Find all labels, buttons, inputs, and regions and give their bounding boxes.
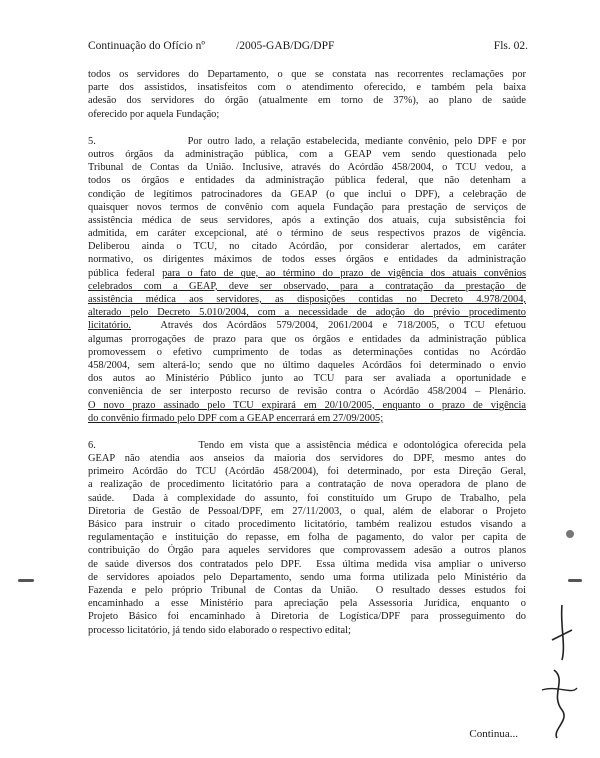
plain-text: outros órgãos da administração pública, com a GEAP vem sendo questionada pelo (88, 148, 526, 160)
plain-text: parte dos assistidos, insatisfeitos com o atendimento oferecido, e também pela baixa (88, 82, 526, 94)
letter-reference-number: /2005-GAB/DG/DPF (236, 40, 335, 52)
plain-text: Através dos Acórdãos 579/2004, 2061/2004 e 718/2005, o TCU efetuou (131, 320, 526, 332)
plain-text: processo licitatório, já tendo sido elaborado o respectivo edital; (88, 624, 351, 636)
text-line (88, 135, 526, 148)
plain-text: regulamentação e instituição do repasse, em folha de pagamento, do valor per capita de (88, 532, 526, 544)
handwritten-initials (532, 600, 582, 740)
text-line (88, 240, 526, 253)
plain-text: condição de legítimos patrocinadores da GEAP (o que inclui o DPF), a celebração de (88, 188, 526, 200)
plain-text: adesão dos servidores do órgão (atualmente em torno de 37%), ao plano de saúde (88, 95, 526, 107)
plain-text: saúde. Dada à complexidade do assunto, foi constituído um Grupo de Trabalho, pela (88, 492, 526, 504)
plain-text: pública federal (88, 267, 163, 279)
text-line (88, 518, 526, 531)
plain-text: oferecido por aquela Fundação; (88, 108, 220, 120)
text-line (88, 478, 526, 491)
text-line (88, 201, 526, 214)
text-line (88, 214, 526, 227)
plain-text: de saúde diversos dos contratados pelo DPF. Essa última medida visa ampliar o universo (88, 558, 526, 570)
plain-text: Deliberou ainda o TCU, no citado Acórdão, por considerar alertados, em caráter (88, 241, 526, 253)
text-line (88, 333, 526, 346)
text-line (88, 188, 526, 201)
text-line (88, 452, 526, 465)
plain-text: Diretoria de Gestão de Pessoal/DPF, em 27/11/2003, o qual, além de elaborar o Projeto (88, 505, 526, 517)
plain-text: 5. Por outro lado, a relação estabelecida, mediante convênio, pelo DPF e por (88, 135, 526, 147)
plain-text: promovessem o efetivo cumprimento de todas as determinações contidas no Acórdão (88, 346, 526, 358)
text-line (88, 306, 526, 319)
plain-text: a realização de procedimento licitatório para a contratação de nova operadora de plano de (88, 479, 526, 491)
text-line (88, 253, 526, 266)
underlined-text: do convênio firmado pelo DPF com a GEAP encerrará em 27/09/2005; (88, 412, 384, 424)
text-line (88, 597, 526, 610)
plain-text: contribuição do Órgão para aqueles servidores que comprovassem adesão a outros planos (88, 545, 526, 557)
continuation-note: Continua... (469, 728, 518, 740)
text-line (88, 174, 526, 187)
document-body (88, 68, 526, 637)
plain-text: primeiro Acórdão do TCU (Acórdão 458/2004), foi determinado, por esta Direção Geral, (88, 466, 526, 478)
text-line (88, 227, 526, 240)
plain-text: Tribunal de Contas da União. Inclusive, através do Acórdão 458/2004, o TCU vedou, a (88, 162, 526, 174)
plain-text: todos os servidores do Departamento, o que se constata nas recorrentes reclamações por (88, 69, 526, 80)
text-line (88, 319, 526, 332)
text-line (88, 148, 526, 161)
scan-artifact-mark (568, 579, 582, 582)
plain-text: assistência médica de seus servidores, após a extinção dos atuais, cuja subsistência foi (88, 214, 526, 226)
paragraph-gap (88, 425, 526, 439)
plain-text: 6. Tendo em vista que a assistência médica e odontológica oferecida pela (88, 439, 526, 451)
plain-text: normativo, os dirigentes máximos de todos esses órgãos e entidades da administração (88, 254, 526, 266)
text-line (88, 412, 526, 425)
plain-text: GEAP não atendia aos anseios da maioria dos servidores do DPF, mesmo antes do (88, 453, 526, 465)
text-line (88, 492, 526, 505)
plain-text: encaminhado a esse Ministério para apreciação pela Assessoria Jurídica, enquanto o (88, 598, 526, 610)
underlined-text: assistência médica aos servidores, as disposições contidas no Decreto 4.978/2004, (88, 294, 526, 305)
text-line (88, 346, 526, 359)
plain-text: Projeto Básico foi encaminhado à Diretoria de Logística/DPF para prosseguimento do (88, 611, 526, 623)
page-number: Fls. 02. (493, 40, 528, 52)
scan-artifact-mark (566, 530, 574, 538)
text-line (88, 465, 526, 478)
text-line (88, 108, 526, 121)
text-line (88, 267, 526, 280)
scan-artifact-mark (18, 579, 34, 582)
text-line (88, 505, 526, 518)
text-line (88, 584, 526, 597)
plain-text: conveniência de ser interposto recurso de revisão contra o Acórdão 458/2004 – Plenário. (88, 386, 526, 398)
underlined-text: O novo prazo assinado pelo TCU expirará em 20/10/2005, enquanto o prazo de vigência (88, 399, 526, 411)
text-line (88, 624, 526, 637)
text-line (88, 94, 526, 107)
paragraph-gap (88, 121, 526, 135)
text-line (88, 610, 526, 623)
text-line (88, 293, 526, 306)
underlined-text: celebrados com a GEAP, deve ser observado, para a contratação da prestação de (88, 280, 526, 292)
plain-text: 458/2004, sem alterá-lo; sendo que no último daqueles Acórdãos foi determinado o envio (88, 359, 526, 371)
text-line (88, 81, 526, 94)
plain-text: de servidores apoiados pelo Departamento, sendo uma forma utilizada pelo Ministério da (88, 571, 526, 583)
text-line (88, 531, 526, 544)
text-line (88, 372, 526, 385)
text-line (88, 161, 526, 174)
text-line (88, 439, 526, 452)
text-line (88, 68, 526, 81)
text-line (88, 280, 526, 293)
underlined-text: alterado pelo Decreto 5.010/2004, com a necessidade de adoção do prévio procedimento (88, 307, 526, 319)
page-header (88, 40, 528, 56)
letter-reference-label: Continuação do Ofício nº (88, 40, 205, 52)
plain-text: quaisquer novos termos de convênio com aquela Fundação para prestação de serviços de (88, 201, 526, 213)
text-line (88, 544, 526, 557)
plain-text: todos os órgãos e entidades da administração pública federal, que não detenham a (88, 175, 526, 187)
plain-text: Básico para instruir o citado procedimento licitatório, também realizou estudos visando a (88, 519, 526, 530)
plain-text: dos autos ao Ministério Público junto ao TCU para ser avaliada a oportunidade e (88, 373, 526, 385)
text-line (88, 558, 526, 571)
text-line (88, 399, 526, 412)
underlined-text: para o fato de que, ao término do prazo de vigência dos atuais convênios (162, 267, 526, 279)
text-line (88, 385, 526, 398)
plain-text: algumas prorrogações de prazo para que os órgãos e entidades da administração pública (88, 333, 526, 345)
underlined-text: licitatório. (88, 320, 131, 332)
plain-text: admitida, em caráter excepcional, até o término de seus respectivos prazos de vigência. (88, 228, 526, 240)
text-line (88, 571, 526, 584)
plain-text: Fazenda e pelo próprio Tribunal de Contas da União. O resultado desses estudos foi (88, 584, 526, 596)
text-line (88, 359, 526, 372)
